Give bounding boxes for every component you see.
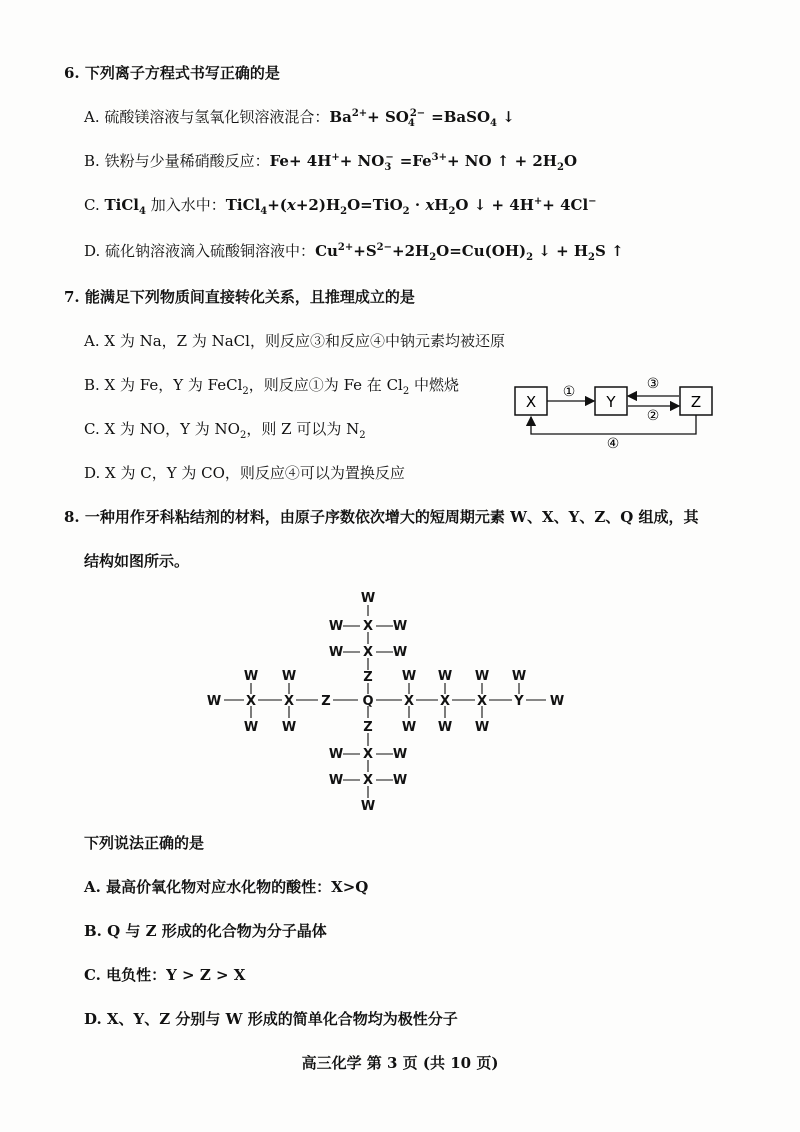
- q6-number: 6.: [64, 64, 80, 82]
- q8-prompt: 下列说法正确的是: [84, 834, 205, 852]
- q7-option-d: D. X 为 C，Y 为 CO，则反应④可以为置换反应: [84, 464, 405, 482]
- arrow-r4: [531, 415, 696, 434]
- svg-text:X: X: [362, 747, 374, 762]
- svg-text:W: W: [474, 720, 490, 735]
- svg-text:X: X: [476, 694, 488, 709]
- svg-text:X: X: [245, 694, 257, 709]
- q8-stem-line2: 结构如图所示。: [84, 552, 190, 570]
- svg-text:X: X: [362, 645, 374, 660]
- q8-option-d: D. X、Y、Z 分别与 W 形成的简单化合物均为极性分子: [84, 1010, 458, 1028]
- svg-text:Z: Z: [321, 694, 331, 709]
- q6-stem-text: 下列离子方程式书写正确的是: [84, 64, 280, 82]
- svg-text:W: W: [437, 720, 453, 735]
- box-y-label: Y: [606, 393, 616, 411]
- svg-text:W: W: [243, 720, 259, 735]
- svg-text:X: X: [362, 619, 374, 634]
- q7-option-b: B. X 为 Fe，Y 为 FeCl$_2$，则反应①为 Fe 在 $Cl_2$ 中燃烧: [84, 376, 459, 397]
- q7-stem-text: 能满足下列物质间直接转化关系，且推理成立的是: [84, 288, 415, 306]
- q7-stem: [64, 286, 415, 307]
- svg-text:Z: Z: [363, 720, 373, 735]
- q6-option-d: D. 硫化钠溶液滴入硫酸铜溶液中：$Cu^{2+}+S^{2-}+2H_2O=Cu(OH)_2$ ↓ + $H_2S$ ↑: [84, 242, 624, 263]
- box-z-label: Z: [690, 393, 702, 411]
- q7-conversion-diagram: [505, 372, 725, 452]
- svg-text:W: W: [281, 669, 297, 684]
- q8-option-a: A. 最高价氧化物对应水化物的酸性：X>Q: [84, 878, 369, 896]
- q8-number: 8.: [64, 508, 80, 526]
- svg-text:X: X: [439, 694, 451, 709]
- svg-text:W: W: [328, 747, 344, 762]
- svg-text:W: W: [243, 669, 259, 684]
- q8-option-b: B. Q 与 Z 形成的化合物为分子晶体: [84, 922, 327, 940]
- svg-text:W: W: [401, 669, 417, 684]
- q6-option-a: A. 硫酸镁溶液与氢氧化钡溶液混合：$Ba^{2+}+ SO_4^{2-}$ =BaSO$_4$ ↓: [84, 108, 515, 129]
- q8-stem: [64, 506, 699, 527]
- svg-text:W: W: [392, 773, 408, 788]
- svg-text:X: X: [362, 773, 374, 788]
- svg-text:W: W: [474, 669, 490, 684]
- q6-option-c: C. TiCl$_4$ 加入水中：$TiCl_4+(x+2)H_2O=TiO_2 \cdot xH_2O$ ↓ + 4H++ 4Cl−: [84, 196, 597, 217]
- svg-text:X: X: [403, 694, 415, 709]
- q7-option-c: C. X 为 NO，Y 为 $NO_2$，则 Z 可以为 $N_2$: [84, 420, 366, 441]
- q8-stem-line1: 一种用作牙科粘结剂的材料，由原子序数依次增大的短周期元素 W、X、Y、Z、Q 组成，其: [84, 508, 699, 526]
- box-x-label: X: [525, 393, 537, 411]
- label-r3: ③: [646, 376, 660, 392]
- svg-text:W: W: [328, 773, 344, 788]
- svg-text:W: W: [392, 747, 408, 762]
- svg-text:Y: Y: [514, 694, 524, 709]
- svg-text:W: W: [281, 720, 297, 735]
- svg-text:W: W: [360, 591, 376, 606]
- svg-text:W: W: [437, 669, 453, 684]
- svg-text:W: W: [511, 669, 527, 684]
- label-r2: ②: [646, 408, 660, 424]
- svg-text:W: W: [392, 645, 408, 660]
- svg-text:X: X: [283, 694, 295, 709]
- molecular-structure-diagram: [200, 588, 580, 818]
- q7-number: 7.: [64, 288, 80, 306]
- svg-text:W: W: [360, 799, 376, 814]
- label-r4: ④: [606, 436, 620, 452]
- svg-text:W: W: [328, 619, 344, 634]
- svg-text:W: W: [549, 694, 565, 709]
- svg-text:W: W: [392, 619, 408, 634]
- q8-option-c: C. 电负性：Y > Z > X: [84, 966, 246, 984]
- svg-text:W: W: [328, 645, 344, 660]
- label-r1: ①: [562, 384, 576, 400]
- svg-text:Q: Q: [362, 694, 374, 709]
- svg-text:W: W: [401, 720, 417, 735]
- q6-option-b: B. 铁粉与少量稀硝酸反应：$Fe+ 4H^++ NO_3^- =Fe^{3+}+$ NO ↑ + $2H_2O$: [84, 152, 578, 173]
- svg-text:Z: Z: [363, 670, 373, 685]
- page-footer: 高三化学 第 3 页 (共 10 页): [301, 1054, 499, 1072]
- q7-option-a: A. X 为 Na，Z 为 NaCl，则反应③和反应④中钠元素均被还原: [84, 332, 505, 350]
- q6-stem: [64, 62, 280, 83]
- svg-text:W: W: [206, 694, 222, 709]
